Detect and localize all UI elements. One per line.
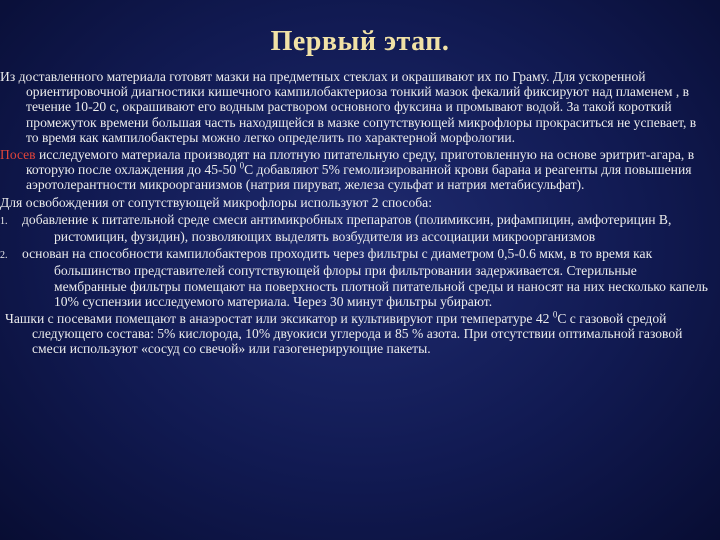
list-item-2-text: основан на способности кампилобактеров проходить через фильтры с диаметром 0,5-0.6 мкм, в то время как большинство представителей сопутствующей флоры при фильтровании задерживается. Стерильные мембранные фильтры помещают на поверхность плотной питательной среды и наносят на них несколько капель 10% суспензии исследуемого материала. Через 30 минут фильтры убирают. <box>22 246 708 309</box>
paragraph-incubation <box>0 311 712 357</box>
slide-title: Первый этап. <box>270 26 450 57</box>
slide-body <box>0 69 712 359</box>
paragraph-inoculation-text-a: исследуемого материала производят на плотную питательную среду, приготовленную на основе эритрит-агара, в которую после охлаждения до 45-50 <box>26 147 695 178</box>
paragraph-inoculation-text-b: С добавляют 5% гемолизированной крови барана и реагенты для повышения аэротолерантности микроорганизмов (натрия пируват, железа сульфат и натрия метабисульфат). <box>26 162 692 193</box>
degree-superscript-2: 0 <box>552 309 558 320</box>
list-number-2: 2. <box>0 250 8 262</box>
paragraph-methods-intro: Для освобождения от сопутствующей микрофлоры используют 2 способа: <box>0 194 432 210</box>
paragraph-incubation-text-b: С с газовой средой следующего состава: 5% кислорода, 10% двуокиси углерода и 85 % азота. При отсутствии оптимальной газовой смеси используют «сосуд со свечой» или газогенерирующие пакеты. <box>32 311 683 357</box>
highlight-word-posev: Посев <box>0 147 36 163</box>
paragraph-smear-preparation: Из доставленного материала готовят мазки на предметных стеклах и окрашивают их по Граму. Для ускоренной ориентировочной диагностики кишечного кампилобактериоза тонкий мазок фекалий фиксируют над пламенем , в течение 10-20 с, окрашивают его водным раствором основного фуксина и промывают водой. За такой короткий промежуток времени большая часть находящейся в мазке сопутствующей микрофлоры прокраситься не успевает, в то время как кампилобактеры можно легко определить по характерной морфологии. <box>0 69 697 145</box>
paragraph-incubation-text-a: Чашки с посевами помещают в анаэростат или эксикатор и культивируют при температуре 42 <box>5 311 553 327</box>
list-item-1 <box>0 212 712 244</box>
degree-superscript: 0 <box>239 160 245 171</box>
list-item-2 <box>0 246 712 309</box>
paragraph-inoculation <box>0 147 712 193</box>
list-item-1-text: добавление к питательной среде смеси антимикробных препаратов (полимиксин, рифампицин, амфотерицин В, ристомицин, фузидин), позволяющих выделять возбудителя из ассоциации микроорганизмов <box>22 211 672 245</box>
list-number-1: 1. <box>0 215 8 227</box>
